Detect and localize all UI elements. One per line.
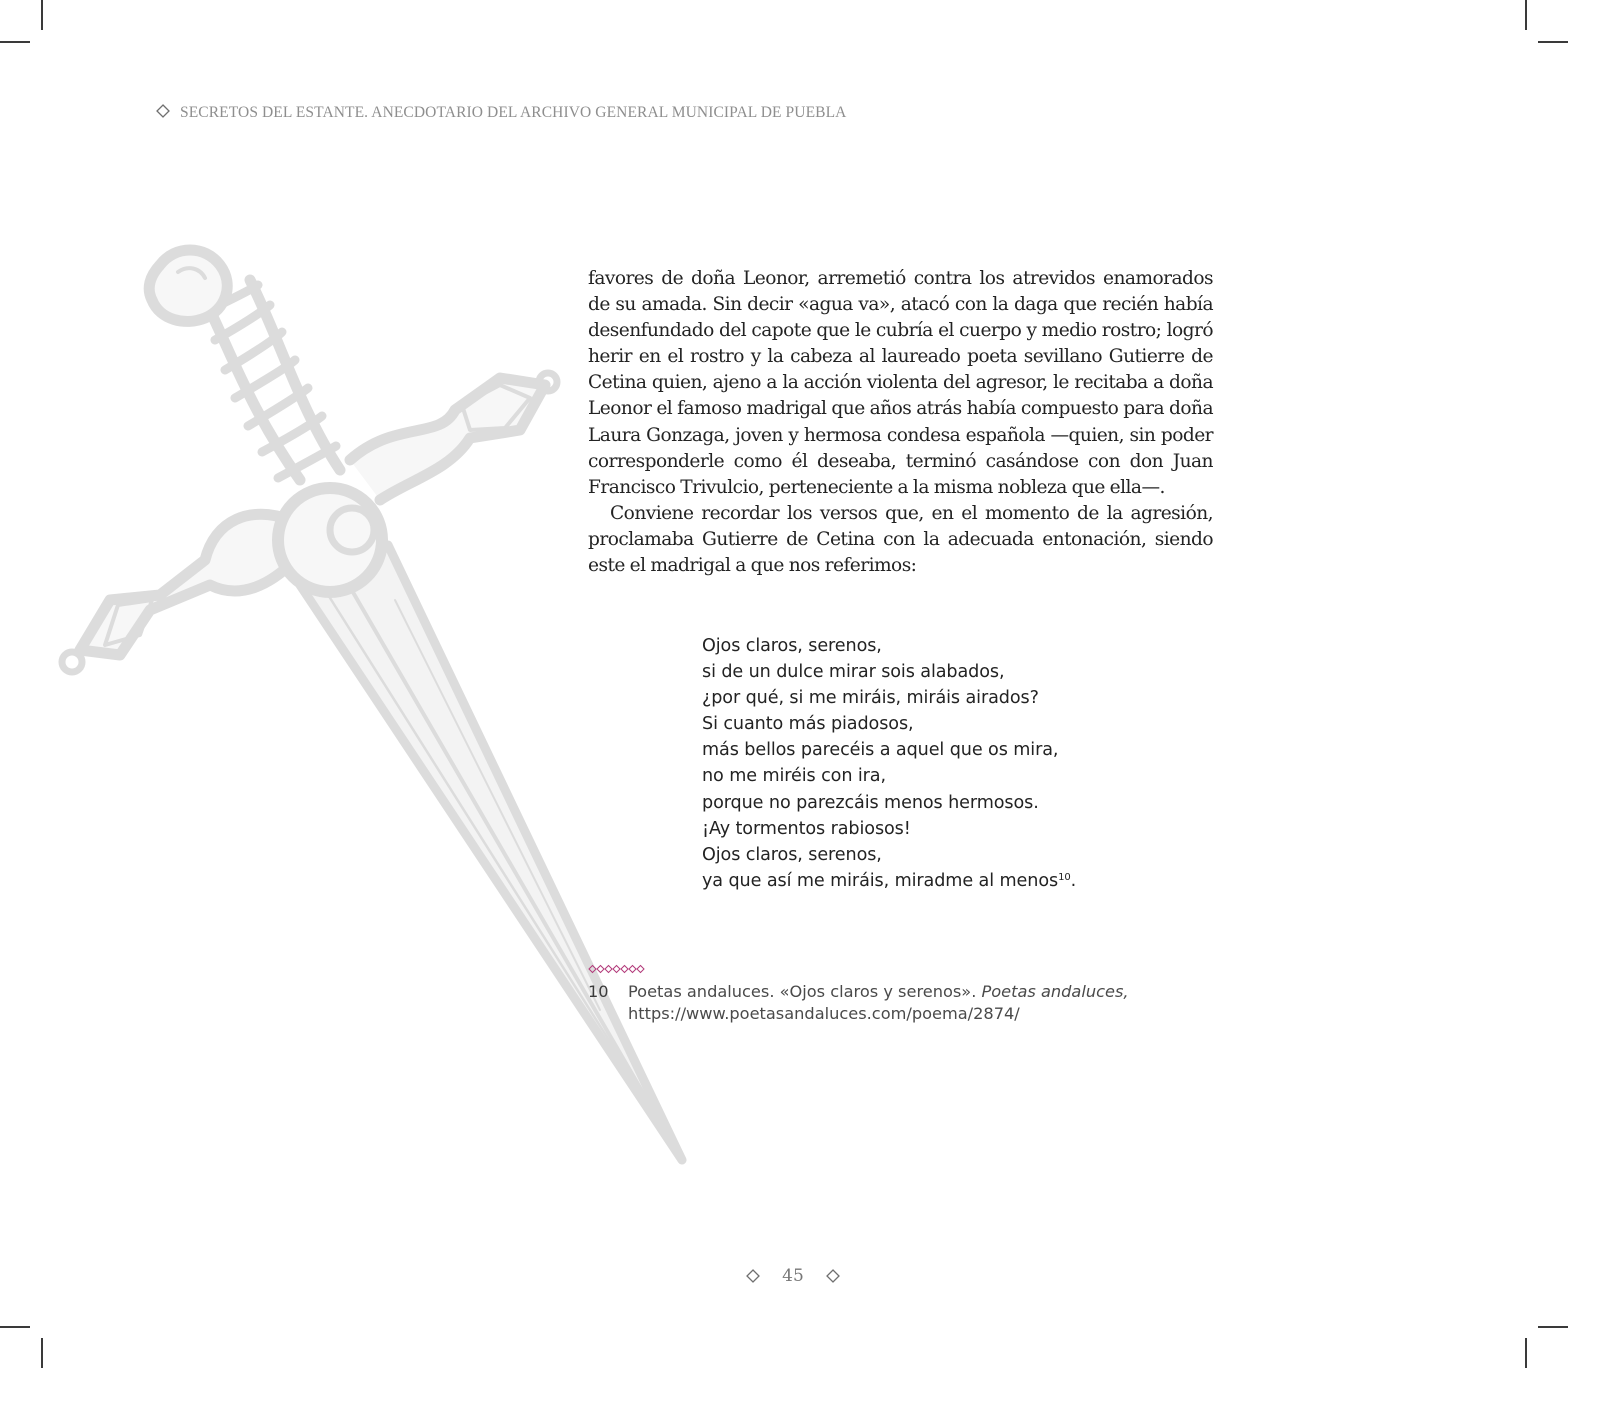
footnote bbox=[588, 981, 1228, 1024]
body-text bbox=[588, 266, 1213, 579]
footnote-body bbox=[628, 981, 1228, 1024]
poem-line: Si cuanto más piadosos, bbox=[702, 714, 914, 735]
diamond-chain-separator bbox=[588, 964, 648, 974]
footnote-reference[interactable]: 10 bbox=[1058, 871, 1071, 883]
poem-line: más bellos parecéis a aquel que os mira, bbox=[702, 740, 1059, 761]
poem-line: si de un dulce mirar sois alabados, bbox=[702, 662, 1005, 683]
paragraph: favores de doña Leonor, arremetió contra los atrevidos enamorados de su amada. Sin decir «agua va», atacó con la daga que recién había desenfundado del capote que le cubría el cuerpo y medio rostro; logró herir en el rostro y la cabeza al laureado poeta sevillano Gutierre de Cetina quien, ajeno a la acción violenta del agresor, le recitaba a doña Leonor el famoso madrigal que años atrás había compuesto para doña Laura Gonzaga, joven y hermosa condesa española —quien, sin poder corresponderle como él deseaba, terminó casándose con don Juan Francisco Trivulcio, perteneciente a la misma nobleza que ella—. bbox=[588, 268, 1213, 498]
poem-line: porque no parezcáis menos hermosos. bbox=[702, 792, 1039, 813]
poem-last-line: ya que así me miráis, miradme al menos$^{10}$. bbox=[702, 870, 1077, 891]
page-number: 45 bbox=[782, 1266, 804, 1286]
crop-mark bbox=[0, 1326, 30, 1328]
crop-mark bbox=[1525, 1338, 1527, 1368]
poem-line: Ojos claros, serenos, bbox=[702, 844, 882, 865]
poem-line: ¡Ay tormentos rabiosos! bbox=[702, 818, 911, 839]
crop-mark bbox=[1538, 1326, 1568, 1328]
footnote-text: Poetas andaluces. «Ojos claros y serenos». bbox=[628, 982, 982, 1001]
diamond-outline-icon bbox=[746, 1269, 760, 1283]
poem-block bbox=[702, 633, 1076, 894]
crop-mark bbox=[1525, 0, 1527, 30]
poem-line: Ojos claros, serenos, bbox=[702, 636, 882, 656]
poem-line: ¿por qué, si me miráis, miráis airados? bbox=[702, 688, 1039, 709]
page-number-block bbox=[746, 1264, 840, 1288]
footnote-source-title: Poetas andaluces, bbox=[981, 982, 1129, 1001]
running-header-text: SECRETOS DEL ESTANTE. ANECDOTARIO DEL ARCHIVO GENERAL MUNICIPAL DE PUEBLA bbox=[180, 104, 847, 121]
diamond-outline-icon bbox=[826, 1269, 840, 1283]
crop-mark bbox=[1538, 41, 1568, 43]
poem-line: ya que así me miráis, miradme al menos bbox=[702, 870, 1059, 891]
footnote-number: 10 bbox=[588, 982, 609, 1001]
crop-mark bbox=[41, 1338, 43, 1368]
poem-line: no me miréis con ira, bbox=[702, 766, 886, 787]
paragraph: Conviene recordar los versos que, en el momento de la agresión, proclamaba Gutierre de Cetina con la adecuada entonación, siendo este el madrigal a que nos referimos: bbox=[588, 502, 1213, 577]
footnote-url[interactable]: https://www.poetasandaluces.com/poema/2874/ bbox=[628, 1003, 1020, 1023]
